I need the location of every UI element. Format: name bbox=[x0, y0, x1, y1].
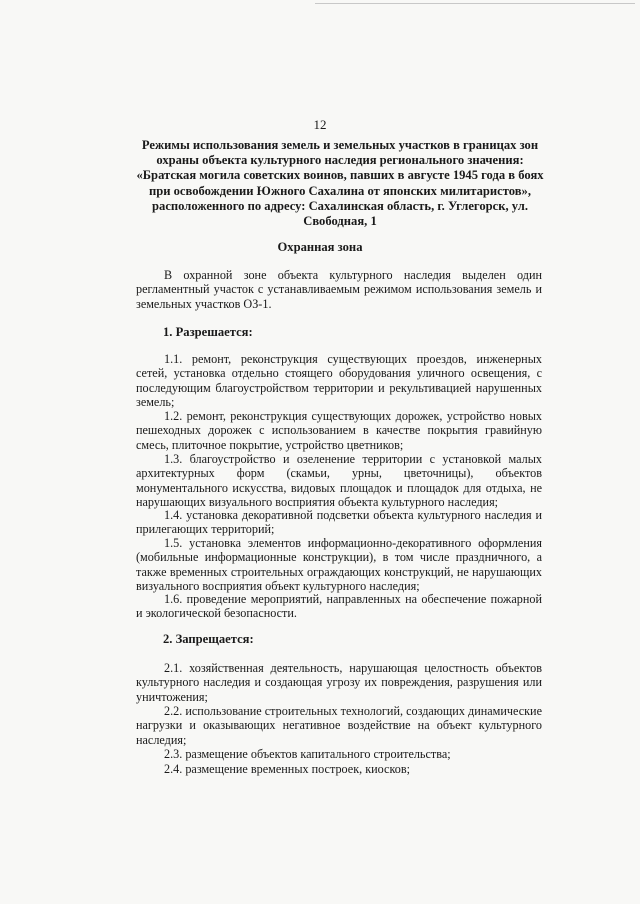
allowed-item-1-4: 1.4. установка декоративной подсветки объекта культурного наследия и прилегающих территорий; bbox=[136, 508, 542, 537]
page-number: 12 bbox=[313, 117, 327, 132]
title-line: при освобождении Южного Сахалина от японских милитаристов», bbox=[148, 183, 532, 198]
prohibited-item-2-1: 2.1. хозяйственная деятельность, нарушающая целостность объектов культурного наследия и создающая угрозу их повреждения, разрушения или уничтожения; bbox=[136, 661, 542, 704]
prohibited-item-2-4: 2.4. размещение временных построек, киосков; bbox=[164, 762, 410, 776]
title-line: Свободная, 1 bbox=[303, 214, 377, 229]
title-line: Режимы использования земель и земельных участков в границах зон bbox=[141, 138, 539, 152]
allowed-item-1-1: 1.1. ремонт, реконструкция существующих проездов, инженерных сетей, установка отдельно стоящего оборудования уличного освещения, с последующим благоустройством территории и рекультивацией нарушенных земель; bbox=[136, 352, 542, 410]
prohibited-item-2-2: 2.2. использование строительных технологий, создающих динамические нагрузки и оказывающих негативное воздействие на объект культурного наследия; bbox=[136, 704, 542, 747]
allowed-item-1-6: 1.6. проведение мероприятий, направленных на обеспечение пожарной и экологической безопасности. bbox=[136, 592, 542, 621]
prohibited-heading: 2. Запрещается: bbox=[163, 632, 254, 646]
document-title bbox=[120, 138, 560, 229]
scan-edge-line bbox=[315, 3, 635, 4]
allowed-heading: 1. Разрешается: bbox=[163, 325, 253, 339]
zone-heading: Охранная зона bbox=[277, 240, 363, 254]
allowed-item-1-2: 1.2. ремонт, реконструкция существующих дорожек, устройство новых пешеходных дорожек с использованием в качестве покрытия гравийную смесь, плиточное покрытие, устройство цветников; bbox=[136, 409, 542, 452]
allowed-item-1-5: 1.5. установка элементов информационно-декоративного оформления (мобильные информационные конструкции), в том числе праздничного, а также временных строительных ограждающих конструкций, не нарушающих визуального восприятия объект культурного наследия; bbox=[136, 536, 542, 594]
title-line: расположенного по адресу: Сахалинская область, г. Углегорск, ул. bbox=[152, 198, 528, 213]
title-line: «Братская могила советских воинов, павших в августе 1945 года в боях bbox=[136, 168, 544, 183]
allowed-item-1-3: 1.3. благоустройство и озеленение территории с установкой малых архитектурных форм (скамьи, урны, цветочницы), объектов монументального искусства, видовых площадок и площадок для отдыха, не нарушающих визуального восприятия объекта культурного наследия; bbox=[136, 452, 542, 510]
prohibited-item-2-3: 2.3. размещение объектов капитального строительства; bbox=[164, 747, 451, 761]
intro-paragraph: В охранной зоне объекта культурного наследия выделен один регламентный участок с устанавливаемым режимом использования земель и земельных участков ОЗ-1. bbox=[136, 268, 542, 311]
title-line: охраны объекта культурного наследия регионального значения: bbox=[156, 153, 524, 168]
